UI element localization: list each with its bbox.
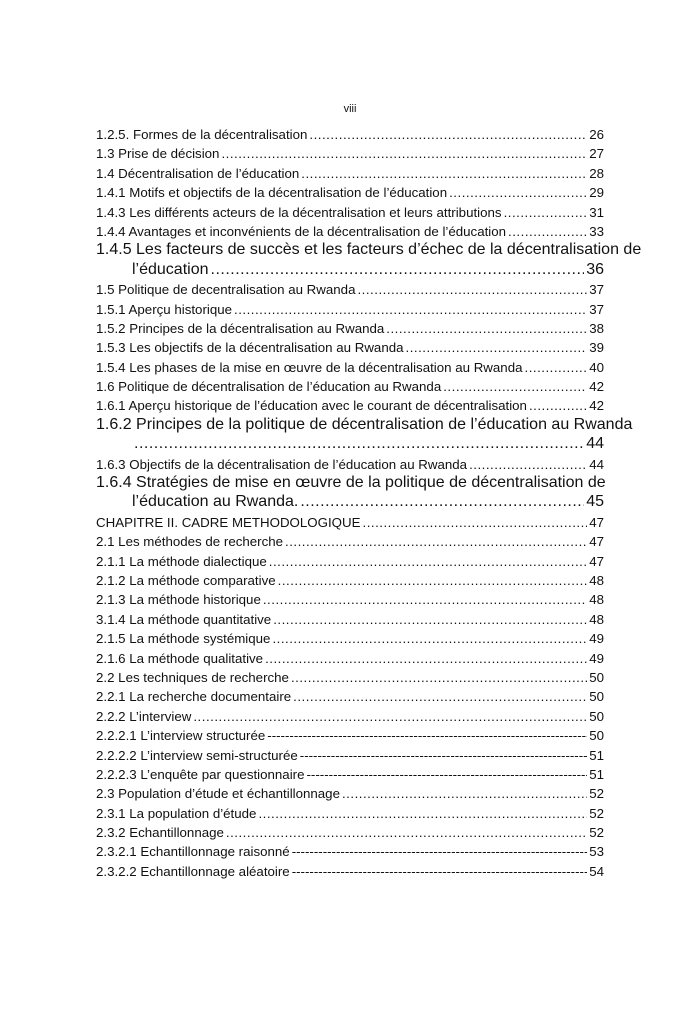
dot-leader: [193, 707, 587, 726]
toc-entry-label: 1.4.1 Motifs et objectifs de la décentralisation de l’éducation: [96, 185, 448, 201]
toc-entry-page: 29: [589, 185, 604, 201]
toc-entry[interactable]: [96, 707, 604, 726]
toc-entry[interactable]: [96, 532, 604, 551]
toc-entry-label: 2.3.2.1 Echantillonnage raisonné: [96, 844, 290, 860]
toc-entry-label: 2.2.2.3 L’enquête par questionnaire: [96, 766, 305, 782]
toc-entry[interactable]: [96, 396, 604, 415]
dot-leader: [273, 610, 587, 629]
page-number: viii: [343, 103, 357, 115]
toc-entry[interactable]: [96, 377, 604, 396]
dot-leader: [443, 377, 587, 396]
toc-entry-label: 1.4.3 Les différents acteurs de la décentralisation et leurs attributions: [96, 204, 502, 220]
dot-leader: [272, 629, 587, 648]
toc-entry-label: 1.4.4 Avantages et inconvénients de la décentralisation de l’éducation: [96, 223, 507, 239]
toc-entry[interactable]: [96, 474, 604, 513]
toc-entry[interactable]: [96, 629, 604, 648]
toc-entry-label: 2.1 Les méthodes de recherche: [96, 534, 284, 550]
dot-leader: [309, 125, 587, 144]
toc-entry-label: 2.2.1 La recherche documentaire: [96, 689, 292, 705]
toc-entry-page: 51: [589, 766, 604, 782]
toc-entry[interactable]: [96, 687, 604, 706]
dot-leader: [269, 552, 587, 571]
toc-entry-label: 2.1.3 La méthode historique: [96, 592, 261, 608]
toc-entry[interactable]: [96, 164, 604, 183]
toc-entry-label: 2.2.2.1 L’interview structurée: [96, 728, 266, 744]
toc-entry[interactable]: [96, 804, 604, 823]
toc-entry-page: 53: [589, 844, 604, 860]
dash-leader: [292, 842, 588, 861]
toc-entry-label-continuation: l’éducation: [132, 260, 209, 278]
toc-entry[interactable]: [96, 415, 633, 455]
toc-entry-label: 2.1.5 La méthode systémique: [96, 631, 271, 647]
toc-entry[interactable]: [96, 571, 604, 590]
toc-entry-page: 50: [589, 728, 604, 744]
toc-entry[interactable]: [96, 552, 604, 571]
toc-entry-page: 42: [589, 398, 604, 414]
toc-entry-page: 50: [589, 669, 604, 685]
toc-entry-label: 1.5.1 Aperçu historique: [96, 301, 233, 317]
dash-leader: [267, 726, 587, 745]
toc-entry-label: 1.6.2 Principes de la politique de décentralisation de l’éducation au Rwanda: [96, 415, 633, 433]
toc-entry-page: 28: [589, 165, 604, 181]
toc-entry[interactable]: [96, 668, 604, 687]
toc-entry[interactable]: [96, 862, 604, 881]
dot-leader: [221, 144, 587, 163]
toc-entry-page: 50: [589, 708, 604, 724]
toc-entry-label: 2.1.1 La méthode dialectique: [96, 553, 267, 569]
toc-entry[interactable]: [96, 319, 604, 338]
toc-entry[interactable]: [96, 280, 604, 299]
toc-entry-page: 39: [589, 340, 604, 356]
toc-entry-label: 2.3.2.2 Echantillonnage aléatoire: [96, 863, 290, 879]
toc-entry[interactable]: [96, 590, 604, 609]
toc-entry-label: 3.1.4 La méthode quantitative: [96, 611, 272, 627]
dot-leader: [406, 338, 588, 357]
toc-entry-page: 45: [586, 493, 604, 511]
toc-entry-page: 51: [589, 747, 604, 763]
toc-entry-label: 2.1.6 La méthode qualitative: [96, 650, 264, 666]
toc-entry-label: 1.4 Décentralisation de l’éducation: [96, 165, 300, 181]
toc-entry-page: 54: [589, 863, 604, 879]
toc-entry-page: 49: [589, 650, 604, 666]
toc-entry-page: 47: [589, 534, 604, 550]
toc-entry[interactable]: [96, 455, 604, 474]
dot-leader: [293, 687, 587, 706]
toc-entry-page: 49: [589, 631, 604, 647]
dot-leader: [342, 784, 587, 803]
toc-entry-page: 38: [589, 320, 604, 336]
toc-entry[interactable]: [96, 125, 604, 144]
dash-leader: [292, 862, 588, 881]
dot-leader: [263, 590, 587, 609]
toc-entry-page: 40: [589, 359, 604, 375]
dot-leader: [291, 668, 587, 687]
dash-leader: [307, 765, 588, 784]
dot-leader: [134, 435, 584, 453]
dot-leader: [363, 513, 588, 532]
toc-entry-label: 2.3.1 La population d’étude: [96, 805, 257, 821]
toc-entry[interactable]: [96, 358, 604, 377]
toc-entry-page: 52: [589, 805, 604, 821]
toc-entry-page: 52: [589, 786, 604, 802]
toc-entry-label-continuation: l’éducation au Rwanda.: [132, 493, 299, 511]
toc-entry-label: 1.3 Prise de décision: [96, 146, 220, 162]
toc-entry[interactable]: [96, 726, 604, 745]
toc-entry-label: 1.6.4 Stratégies de mise en œuvre de la politique de décentralisation de: [96, 474, 606, 492]
toc-entry[interactable]: [96, 513, 604, 532]
toc-entry-label: 1.5.2 Principes de la décentralisation au Rwanda: [96, 320, 385, 336]
toc-entry-page: 52: [589, 825, 604, 841]
toc-entry[interactable]: [96, 765, 604, 784]
dot-leader: [258, 804, 587, 823]
toc-entry-page: 48: [589, 611, 604, 627]
dot-leader: [386, 319, 587, 338]
toc-entry-label: 2.2.2.2 L’interview semi-structurée: [96, 747, 298, 763]
toc-entry[interactable]: [96, 203, 604, 222]
toc-entry[interactable]: [96, 183, 604, 202]
dot-leader: [469, 455, 587, 474]
toc-entry[interactable]: [96, 338, 604, 357]
dot-leader: [300, 493, 584, 511]
toc-entry-label: 1.5.3 Les objectifs de la décentralisation au Rwanda: [96, 340, 404, 356]
dot-leader: [357, 280, 587, 299]
dot-leader: [529, 396, 587, 415]
toc-entry-label: 1.5 Politique de decentralisation au Rwanda: [96, 282, 356, 298]
toc-entry[interactable]: [96, 784, 604, 803]
toc-entry[interactable]: [96, 649, 604, 668]
toc-entry-label: CHAPITRE II. CADRE METHODOLOGIQUE: [96, 514, 361, 530]
toc-entry-label: 1.5.4 Les phases de la mise en œuvre de la décentralisation au Rwanda: [96, 359, 523, 375]
toc-entry[interactable]: [96, 823, 604, 842]
dot-leader: [278, 571, 588, 590]
toc-entry-page: 36: [586, 260, 604, 278]
toc-entry-label: 1.6.3 Objectifs de la décentralisation de l’éducation au Rwanda: [96, 456, 468, 472]
dot-leader: [226, 823, 587, 842]
toc-entry-label: 2.1.2 La méthode comparative: [96, 572, 276, 588]
toc-entry-page: 47: [589, 514, 604, 530]
dot-leader: [234, 300, 587, 319]
toc-entry-label: 2.2 Les techniques de recherche: [96, 669, 289, 685]
toc-entry-label: 1.6.1 Aperçu historique de l’éducation avec le courant de décentralisation: [96, 398, 527, 414]
toc-entry-label: 2.3.2 Echantillonnage: [96, 825, 224, 841]
toc-entry-page: 37: [589, 282, 604, 298]
dot-leader: [211, 261, 585, 279]
dash-leader: [300, 746, 587, 765]
dot-leader: [301, 164, 587, 183]
toc-entry-page: 44: [586, 435, 604, 453]
toc-entry-page: 48: [589, 592, 604, 608]
toc-entry-page: 27: [589, 146, 604, 162]
dot-leader: [525, 358, 588, 377]
toc-entry-page: 50: [589, 689, 604, 705]
dot-leader: [265, 649, 587, 668]
dot-leader: [504, 203, 588, 222]
toc-entry-label: 1.4.5 Les facteurs de succès et les facteurs d’échec de la décentralisation de: [96, 241, 642, 259]
table-of-contents: [96, 125, 642, 881]
toc-entry-page: 33: [589, 223, 604, 239]
toc-entry-page: 47: [589, 553, 604, 569]
toc-entry-label: 2.2.2 L’interview: [96, 708, 192, 724]
dot-leader: [285, 532, 587, 551]
toc-entry-page: 31: [589, 204, 604, 220]
toc-entry[interactable]: [96, 610, 604, 629]
toc-entry-label: 1.6 Politique de décentralisation de l’éducation au Rwanda: [96, 379, 442, 395]
toc-entry-page: 42: [589, 379, 604, 395]
toc-entry[interactable]: [96, 746, 604, 765]
toc-entry-label: 1.2.5. Formes de la décentralisation: [96, 127, 308, 142]
toc-entry-page: 44: [589, 456, 604, 472]
toc-entry-label: 2.3 Population d’étude et échantillonnage: [96, 786, 340, 802]
toc-entry-page: 26: [589, 127, 604, 142]
toc-entry[interactable]: [96, 300, 604, 319]
toc-entry[interactable]: [96, 144, 604, 163]
dot-leader: [449, 183, 587, 202]
toc-entry[interactable]: [96, 842, 604, 861]
dot-leader: [508, 222, 587, 241]
toc-entry-page: 48: [589, 572, 604, 588]
toc-entry-page: 37: [589, 301, 604, 317]
toc-entry[interactable]: [96, 241, 642, 280]
toc-entry[interactable]: [96, 222, 604, 241]
